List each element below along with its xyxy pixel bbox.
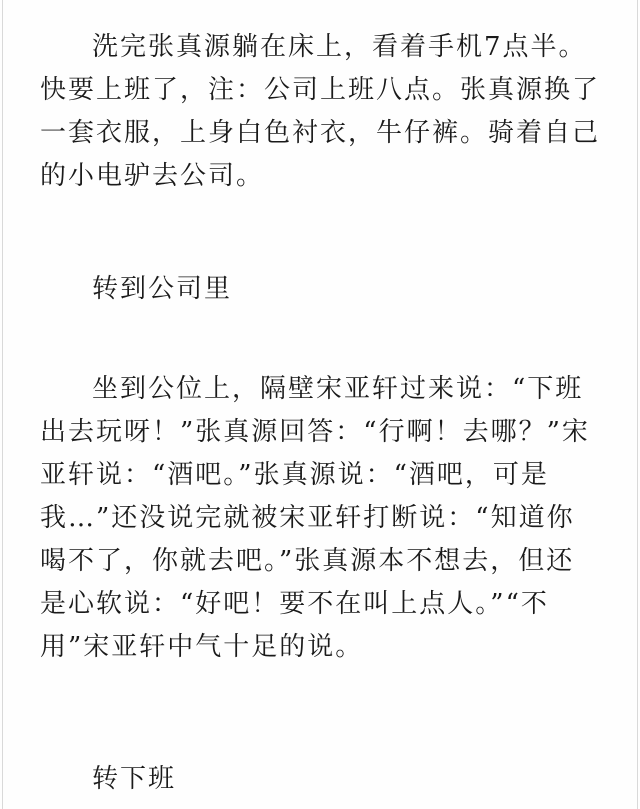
scene-heading-office: 转到公司里 — [92, 274, 233, 304]
paragraph-2: 坐到公位上，隔壁宋亚轩过来说：“下班出去玩呀！”张真源回答：“行啊！去哪？”宋亚轩说：“酒吧。”张真源说：“酒吧，可是我…”还没说完就被宋亚轩打断说：“知道你喝不了，你就去吧。”张真源本不想去，但还是心软说：“好吧！要不在叫上点人。”“不用”宋亚轩中气十足的说。 — [40, 374, 590, 662]
paragraph-1: 洗完张真源躺在床上，看着手机7点半。快要上班了，注：公司上班八点。张真源换了一套衣服，上身白色衬衣，牛仔裤。骑着自己的小电驴去公司。 — [40, 32, 601, 191]
scene-heading-after-work: 转下班 — [92, 764, 177, 794]
page-right-border — [637, 0, 638, 809]
page-left-border — [2, 0, 3, 809]
